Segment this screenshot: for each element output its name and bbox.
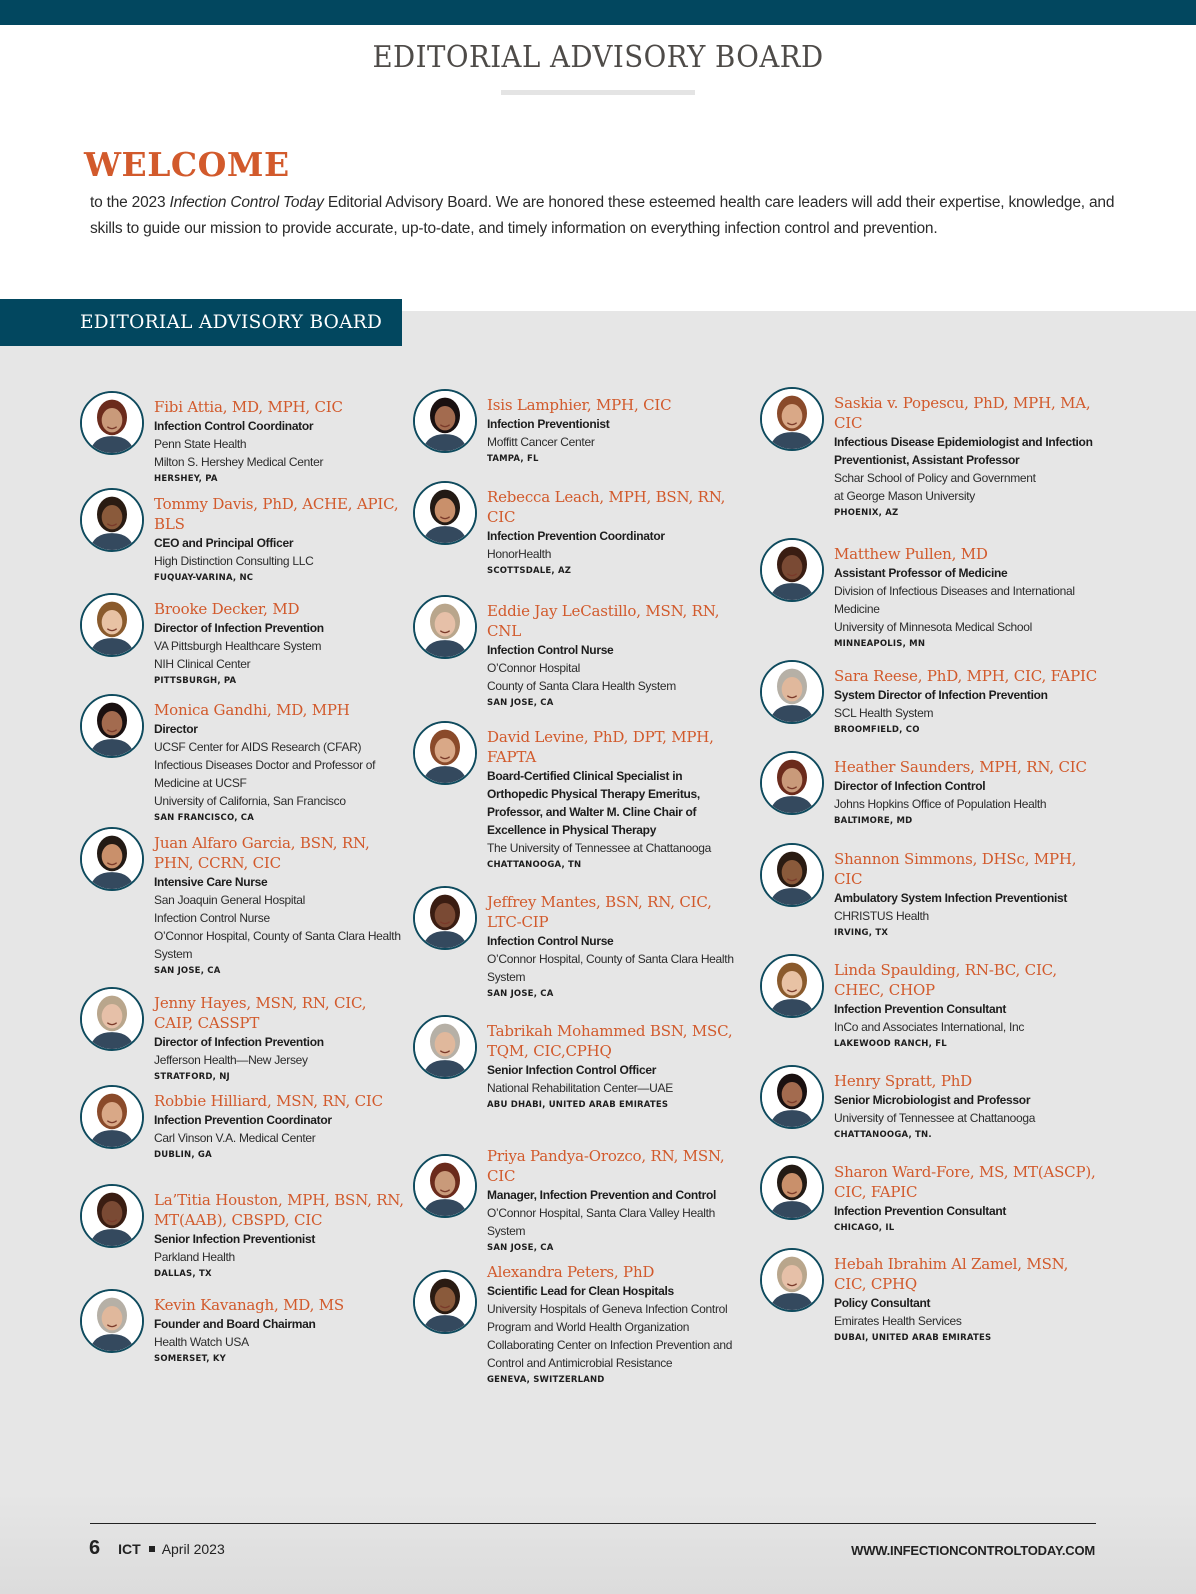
avatar-photo: [413, 1154, 477, 1218]
member-name: Isis Lamphier, MPH, CIC: [487, 396, 672, 414]
person-portrait-icon: [82, 1291, 142, 1351]
member-role: Infectious Disease Epidemiologist and Infection Preventionist, Assistant Professor: [834, 435, 1093, 467]
member-organization: Penn State Health: [154, 437, 247, 451]
member-location: SAN JOSE, CA: [487, 1243, 554, 1253]
member-location: DUBLIN, GA: [154, 1150, 212, 1160]
person-portrait-icon: [415, 1156, 475, 1216]
avatar-photo: [760, 1156, 824, 1220]
person-portrait-icon: [82, 1186, 142, 1246]
member-role: Infection Prevention Coordinator: [154, 1113, 332, 1127]
member-location: TAMPA, FL: [487, 454, 539, 464]
member-role: Infection Prevention Consultant: [834, 1002, 1007, 1016]
member-location: SAN JOSE, CA: [487, 698, 554, 708]
member-name: Sharon Ward-Fore, MS, MT(ASCP), CIC, FAPIC: [834, 1163, 1096, 1201]
member-organization: Infection Control Nurse: [154, 911, 270, 925]
square-bullet-icon: [149, 1546, 155, 1552]
member-info: [487, 487, 737, 579]
avatar-photo: [80, 827, 144, 891]
avatar-photo: [80, 987, 144, 1051]
member-name: Jenny Hayes, MSN, RN, CIC, CAIP, CASSPT: [154, 994, 367, 1032]
member-organization: University of Minnesota Medical School: [834, 620, 1033, 634]
member-name: Saskia v. Popescu, PhD, MPH, MA, CIC: [834, 394, 1091, 432]
person-portrait-icon: [762, 1250, 822, 1310]
person-portrait-icon: [762, 956, 822, 1016]
person-portrait-icon: [82, 696, 142, 756]
member-role: Infection Control Nurse: [487, 643, 614, 657]
member-info: [834, 666, 1104, 738]
member-name: Heather Saunders, MPH, RN, CIC: [834, 758, 1087, 776]
avatar-photo: [80, 391, 144, 455]
member-organization: University of California, San Francisco: [154, 794, 346, 808]
member-role: Senior Infection Preventionist: [154, 1232, 316, 1246]
member-info: [834, 960, 1104, 1052]
member-info: [834, 1162, 1104, 1236]
member-role: CEO and Principal Officer: [154, 536, 294, 550]
page-title: EDITORIAL ADVISORY BOARD: [372, 40, 824, 75]
person-portrait-icon: [82, 989, 142, 1049]
member-name: Brooke Decker, MD: [154, 600, 300, 618]
issue-date: April 2023: [161, 1541, 225, 1557]
member-organization: InCo and Associates International, Inc: [834, 1020, 1025, 1034]
avatar-photo: [80, 1085, 144, 1149]
avatar-photo: [80, 488, 144, 552]
member-location: LAKEWOOD RANCH, FL: [834, 1039, 947, 1049]
member-organization: Carl Vinson V.A. Medical Center: [154, 1131, 316, 1145]
person-portrait-icon: [762, 845, 822, 905]
person-portrait-icon: [762, 753, 822, 813]
member-role: Board-Certified Clinical Specialist in Orthopedic Physical Therapy Emeritus, Professor, and Walter M. Cline Chair of Excellence in Physical Therapy: [487, 769, 700, 837]
member-role: Intensive Care Nurse: [154, 875, 268, 889]
avatar-photo: [413, 389, 477, 453]
avatar-photo: [760, 538, 824, 602]
member-name: Eddie Jay LeCastillo, MSN, RN, CNL: [487, 602, 720, 640]
title-divider: [501, 90, 695, 95]
avatar-photo: [413, 721, 477, 785]
member-role: Scientific Lead for Clean Hospitals: [487, 1284, 674, 1298]
member-role: Director: [154, 722, 198, 736]
member-location: SAN JOSE, CA: [154, 966, 221, 976]
member-location: SOMERSET, KY: [154, 1354, 227, 1364]
avatar-photo: [760, 843, 824, 907]
avatar-photo: [760, 954, 824, 1018]
website-link[interactable]: WWW.INFECTIONCONTROLTODAY.COM: [851, 1543, 1095, 1558]
member-role: Manager, Infection Prevention and Control: [487, 1188, 717, 1202]
welcome-text-prefix: to the 2023: [90, 194, 170, 211]
avatar-photo: [413, 595, 477, 659]
member-info: [154, 1091, 404, 1163]
member-info: [487, 1021, 737, 1113]
member-name: Henry Spratt, PhD: [834, 1072, 972, 1090]
member-organization: Moffitt Cancer Center: [487, 435, 595, 449]
member-organization: University of Tennessee at Chattanooga: [834, 1111, 1036, 1125]
member-name: Sara Reese, PhD, MPH, CIC, FAPIC: [834, 667, 1098, 685]
person-portrait-icon: [762, 1158, 822, 1218]
member-location: IRVING, TX: [834, 928, 889, 938]
section-tab: EDITORIAL ADVISORY BOARD: [0, 299, 402, 346]
member-role: Director of Infection Prevention: [154, 621, 324, 635]
person-portrait-icon: [415, 1272, 475, 1332]
member-organization: National Rehabilitation Center—UAE: [487, 1081, 673, 1095]
avatar-photo: [413, 481, 477, 545]
avatar-photo: [80, 1289, 144, 1353]
person-portrait-icon: [82, 490, 142, 550]
member-info: [834, 393, 1104, 521]
member-name: Rebecca Leach, MPH, BSN, RN, CIC: [487, 488, 726, 526]
member-organization: Milton S. Hershey Medical Center: [154, 455, 324, 469]
member-organization: CHRISTUS Health: [834, 909, 929, 923]
member-role: Senior Infection Control Officer: [487, 1063, 657, 1077]
avatar-photo: [80, 694, 144, 758]
member-organization: Health Watch USA: [154, 1335, 249, 1349]
member-info: [487, 1262, 737, 1388]
member-location: BALTIMORE, MD: [834, 816, 913, 826]
member-info: [834, 544, 1104, 652]
member-role: Policy Consultant: [834, 1296, 931, 1310]
member-name: Fibi Attia, MD, MPH, CIC: [154, 398, 343, 416]
person-portrait-icon: [82, 829, 142, 889]
member-organization: O’Connor Hospital: [487, 661, 580, 675]
member-info: [154, 1190, 404, 1282]
page-number: 6: [89, 1537, 101, 1559]
top-bar: [0, 0, 1196, 25]
publication-abbrev: ICT: [118, 1541, 141, 1557]
member-location: STRATFORD, NJ: [154, 1072, 230, 1082]
avatar-photo: [760, 660, 824, 724]
member-info: [487, 727, 737, 873]
member-location: HERSHEY, PA: [154, 474, 218, 484]
member-role: Ambulatory System Infection Preventionist: [834, 891, 1068, 905]
member-info: [154, 993, 404, 1085]
member-location: PITTSBURGH, PA: [154, 676, 237, 686]
member-location: PHOENIX, AZ: [834, 508, 899, 518]
member-name: Robbie Hilliard, MSN, RN, CIC: [154, 1092, 383, 1110]
member-info: [154, 833, 404, 979]
person-portrait-icon: [415, 1017, 475, 1077]
welcome-heading: WELCOME: [84, 145, 290, 184]
member-organization: San Joaquin General Hospital: [154, 893, 306, 907]
avatar-photo: [760, 387, 824, 451]
member-location: MINNEAPOLIS, MN: [834, 639, 926, 649]
member-name: Tabrikah Mohammed BSN, MSC, TQM, CIC,CPHQ: [487, 1022, 733, 1060]
member-role: Infection Prevention Consultant: [834, 1204, 1007, 1218]
member-location: BROOMFIELD, CO: [834, 725, 920, 735]
footer-divider: [90, 1523, 1096, 1524]
member-info: [487, 601, 737, 711]
welcome-text-body: Editorial Advisory Board. We are honored these esteemed health care leaders will add their expertise, knowledge, and skills to guide our mission to provide accurate, up-to-date, and timely information on everything infection control and prevention.: [90, 194, 1115, 237]
person-portrait-icon: [415, 888, 475, 948]
member-organization: VA Pittsburgh Healthcare System: [154, 639, 322, 653]
member-name: David Levine, PhD, DPT, MPH, FAPTA: [487, 728, 714, 766]
member-info: [154, 700, 404, 826]
person-portrait-icon: [762, 389, 822, 449]
member-organization: Johns Hopkins Office of Population Health: [834, 797, 1047, 811]
member-info: [834, 757, 1104, 829]
member-role: Infection Preventionist: [487, 417, 610, 431]
member-organization: O’Connor Hospital, County of Santa Clara Health System: [154, 929, 401, 961]
member-name: Linda Spaulding, RN-BC, CIC, CHEC, CHOP: [834, 961, 1057, 999]
member-info: [834, 849, 1104, 941]
avatar-photo: [760, 1248, 824, 1312]
person-portrait-icon: [415, 723, 475, 783]
member-location: SCOTTSDALE, AZ: [487, 566, 572, 576]
member-name: Matthew Pullen, MD: [834, 545, 988, 563]
member-organization: Jefferson Health—New Jersey: [154, 1053, 308, 1067]
person-portrait-icon: [762, 1067, 822, 1127]
member-organization: O’Connor Hospital, County of Santa Clara Health System: [487, 952, 734, 984]
member-role: Infection Control Nurse: [487, 934, 614, 948]
member-organization: UCSF Center for AIDS Research (CFAR): [154, 740, 362, 754]
member-organization: Schar School of Policy and Government: [834, 471, 1036, 485]
member-name: Tommy Davis, PhD, ACHE, APIC, BLS: [154, 495, 399, 533]
person-portrait-icon: [82, 595, 142, 655]
avatar-photo: [760, 751, 824, 815]
member-name: Jeffrey Mantes, BSN, RN, CIC, LTC-CIP: [487, 893, 712, 931]
member-organization: Division of Infectious Diseases and International Medicine: [834, 584, 1075, 616]
member-role: Infection Prevention Coordinator: [487, 529, 665, 543]
member-organization: County of Santa Clara Health System: [487, 679, 676, 693]
person-portrait-icon: [415, 597, 475, 657]
member-location: GENEVA, SWITZERLAND: [487, 1375, 605, 1385]
avatar-photo: [413, 1015, 477, 1079]
member-role: Assistant Professor of Medicine: [834, 566, 1008, 580]
member-name: Priya Pandya-Orozco, RN, MSN, CIC: [487, 1147, 725, 1185]
member-location: DUBAI, UNITED ARAB EMIRATES: [834, 1333, 992, 1343]
avatar-photo: [80, 1184, 144, 1248]
member-role: Founder and Board Chairman: [154, 1317, 316, 1331]
footer-left: [89, 1537, 225, 1560]
member-info: [154, 494, 404, 586]
welcome-text: [90, 190, 1150, 242]
person-portrait-icon: [762, 662, 822, 722]
member-location: FUQUAY-VARINA, NC: [154, 573, 254, 583]
member-name: Kevin Kavanagh, MD, MS: [154, 1296, 344, 1314]
member-info: [487, 892, 737, 1002]
member-organization: The University of Tennessee at Chattanooga: [487, 841, 711, 855]
avatar-photo: [80, 593, 144, 657]
member-info: [487, 1146, 737, 1256]
member-organization: Parkland Health: [154, 1250, 235, 1264]
avatar-photo: [413, 886, 477, 950]
member-organization: University Hospitals of Geneva Infection Control Program and World Health Organization Collaborating Center on Infection Prevention and Control and Antimicrobial Resistance: [487, 1302, 733, 1370]
member-role: Director of Infection Prevention: [154, 1035, 324, 1049]
member-info: [834, 1254, 1104, 1346]
member-info: [834, 1071, 1104, 1143]
member-location: CHATTANOOGA, TN: [487, 860, 582, 870]
member-name: La’Titia Houston, MPH, BSN, RN, MT(AAB), CBSPD, CIC: [154, 1191, 404, 1229]
member-organization: NIH Clinical Center: [154, 657, 251, 671]
member-organization: Emirates Health Services: [834, 1314, 962, 1328]
member-info: [154, 599, 404, 689]
member-organization: Infectious Diseases Doctor and Professor of Medicine at UCSF: [154, 758, 376, 790]
member-location: DALLAS, TX: [154, 1269, 212, 1279]
publication-name: Infection Control Today: [169, 194, 324, 211]
member-role: Director of Infection Control: [834, 779, 986, 793]
member-organization: at George Mason University: [834, 489, 975, 503]
member-role: Senior Microbiologist and Professor: [834, 1093, 1031, 1107]
member-name: Juan Alfaro Garcia, BSN, RN, PHN, CCRN, CIC: [154, 834, 370, 872]
member-organization: O’Connor Hospital, Santa Clara Valley Health System: [487, 1206, 716, 1238]
member-organization: SCL Health System: [834, 706, 934, 720]
avatar-photo: [413, 1270, 477, 1334]
person-portrait-icon: [762, 540, 822, 600]
member-name: Monica Gandhi, MD, MPH: [154, 701, 350, 719]
member-role: System Director of Infection Prevention: [834, 688, 1048, 702]
member-name: Alexandra Peters, PhD: [487, 1263, 655, 1281]
member-location: SAN JOSE, CA: [487, 989, 554, 999]
member-organization: HonorHealth: [487, 547, 552, 561]
member-info: [487, 395, 737, 467]
avatar-photo: [760, 1065, 824, 1129]
member-location: CHATTANOOGA, TN.: [834, 1130, 932, 1140]
member-info: [154, 397, 404, 487]
member-organization: High Distinction Consulting LLC: [154, 554, 314, 568]
member-name: Hebah Ibrahim Al Zamel, MSN, CIC, CPHQ: [834, 1255, 1069, 1293]
person-portrait-icon: [82, 393, 142, 453]
person-portrait-icon: [415, 391, 475, 451]
person-portrait-icon: [82, 1087, 142, 1147]
member-location: SAN FRANCISCO, CA: [154, 813, 255, 823]
member-info: [154, 1295, 404, 1367]
member-name: Shannon Simmons, DHSc, MPH, CIC: [834, 850, 1077, 888]
member-location: CHICAGO, IL: [834, 1223, 895, 1233]
member-role: Infection Control Coordinator: [154, 419, 314, 433]
person-portrait-icon: [415, 483, 475, 543]
member-location: ABU DHABI, UNITED ARAB EMIRATES: [487, 1100, 669, 1110]
